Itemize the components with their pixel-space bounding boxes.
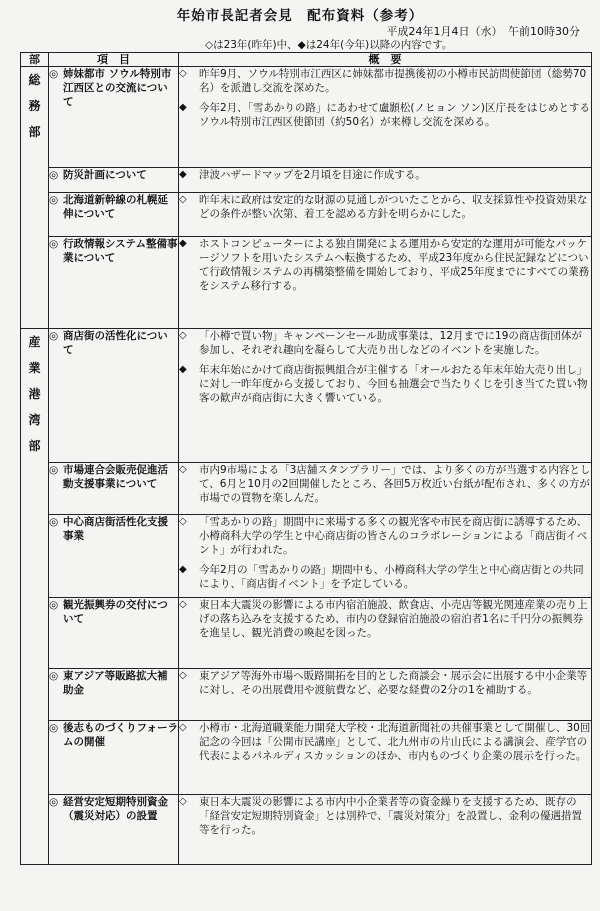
item-cell — [49, 669, 179, 721]
summary-cell — [179, 168, 592, 193]
summary-cell — [179, 193, 592, 237]
bullet-mark: ◎ — [49, 194, 59, 206]
bullet-mark: ◎ — [49, 238, 59, 250]
item-cell — [49, 193, 179, 237]
table-row — [21, 168, 592, 193]
summary-cell — [179, 721, 592, 795]
table-row — [21, 515, 592, 598]
summary-text: 昨年末に政府は安定的な財源の見通しがついたことから、収支採算性や投資効果などの条件が整い次第、着工を認める方針を明らかにした。 — [199, 194, 588, 220]
summary-paragraph — [179, 67, 591, 95]
summary-cell — [179, 515, 592, 598]
table-row — [21, 463, 592, 515]
table-row — [21, 329, 592, 463]
page-title: 年始市長記者会見 配布資料（参考） — [176, 8, 424, 24]
summary-paragraph — [179, 515, 591, 557]
summary-text: 昨年9月、ソウル特別市江西区に姉妹都市提携後初の小樽市民訪問使節団（総勢70名）を派遣し交流を深めた。 — [199, 68, 587, 94]
bullet-mark: ◎ — [49, 169, 59, 181]
summary-paragraph — [179, 101, 591, 129]
period-symbol: ◇ — [179, 194, 187, 205]
summary-text: 今年2月、「雪あかりの路」にあわせて盧顥松(ノヒョン ソン)区庁長をはじめとするソウル特別市江西区使節団（約50名）が来樽し交流を深める。 — [199, 102, 590, 128]
summary-text: 「雪あかりの路」期間中に来場する多くの観光客や市民を商店街に誘導するため、小樽商科大学の学生と中心商店街の皆さんのコラボレーションによる「商店街イベント」が行われた。 — [199, 516, 588, 556]
item-cell — [49, 168, 179, 193]
summary-cell — [179, 795, 592, 865]
item-label: 防災計画について — [63, 169, 147, 181]
department-char: 湾 — [28, 413, 41, 427]
department-cell — [21, 67, 49, 329]
item-cell — [49, 598, 179, 669]
summary-text: 小樽市・北海道職業能力開発大学校・北海道新聞社の共催事業として開催し、30回記念の今回は「公開市民講座」として、北九州市の片山氏による講演会、産学官の代表によるパネルディスカッションのほか、市内ものづくり企業の展示を行った。 — [199, 722, 591, 762]
briefing-table — [20, 52, 592, 865]
summary-cell — [179, 329, 592, 463]
summary-cell — [179, 237, 592, 329]
item-label: 経営安定短期特別資金（震災対応）の設置 — [63, 796, 168, 822]
department-char: 港 — [28, 387, 41, 401]
summary-paragraph — [179, 598, 591, 640]
item-cell — [49, 795, 179, 865]
bullet-mark: ◎ — [49, 599, 59, 611]
summary-cell — [179, 67, 592, 168]
summary-text: 市内9市場による「3店舗スタンプラリー」では、より多くの方が当選する内容として、6月と10月の2回開催したところ、各回5万枚近い台紙が配布され、多くの方が市場での買物を楽しんだ。 — [199, 464, 591, 504]
period-symbol: ◇ — [179, 516, 187, 527]
bullet-mark: ◎ — [49, 68, 59, 80]
summary-text: 東日本大震災の影響による市内宿泊施設、飲食店、小売店等観光関連産業の売り上げの落ち込みを支援するため、市内の登録宿泊施設の宿泊者1名に千円分の振興券を進呈し、観光消費の喚起を図った。 — [199, 599, 588, 639]
column-header-item: 項 目 — [49, 53, 179, 67]
period-symbol: ◇ — [179, 722, 187, 733]
table-row — [21, 193, 592, 237]
period-symbol: ◆ — [179, 238, 187, 249]
item-label: 東アジア等販路拡大補助金 — [63, 670, 168, 696]
item-cell — [49, 67, 179, 168]
table-row — [21, 598, 592, 669]
period-symbol: ◇ — [179, 796, 187, 807]
department-char: 部 — [28, 439, 41, 453]
summary-text: 年末年始にかけて商店街振興組合が主催する「オールおたる年末年始大売り出し」に対し一昨年度から支援しており、今回も抽選会で当たりくじを引き当てた買い物客の歓声が商店街に大きく響いている。 — [199, 364, 588, 404]
summary-text: ホストコンピューターによる独自開発による運用から安定的な運用が可能なパッケージソフトを用いたシステムへ転換するため、平成23年度から住民記録などについて行政情報システムの再構築整備を開始しており、平成25年度までにすべての業務をシステム移行する。 — [199, 238, 590, 292]
period-symbol: ◇ — [179, 68, 187, 79]
table-row — [21, 795, 592, 865]
department-char: 部 — [28, 125, 41, 139]
department-char: 務 — [28, 99, 41, 113]
table-row — [21, 67, 592, 168]
table-header-row — [21, 53, 592, 67]
department-cell — [21, 329, 49, 865]
bullet-mark: ◎ — [49, 330, 59, 342]
summary-paragraph — [179, 563, 591, 591]
summary-paragraph — [179, 168, 591, 182]
summary-paragraph — [179, 193, 591, 221]
summary-paragraph — [179, 237, 591, 293]
table-row — [21, 721, 592, 795]
period-symbol: ◇ — [179, 599, 187, 610]
summary-paragraph — [179, 795, 591, 837]
summary-text: 東日本大震災の影響による市内中小企業者等の資金繰りを支援するため、既存の「経営安定短期特別資金」とは別枠で、「震災対策分」を設置し、金利の優遇措置等を行った。 — [199, 796, 583, 836]
bullet-mark: ◎ — [49, 464, 59, 476]
item-label: 中心商店街活性化支援事業 — [63, 516, 168, 542]
summary-text: 津波ハザードマップを2月頃を目途に作成する。 — [199, 169, 426, 181]
summary-paragraph — [179, 721, 591, 763]
item-cell — [49, 329, 179, 463]
summary-paragraph — [179, 329, 591, 357]
column-header-summary: 概 要 — [179, 53, 592, 67]
period-symbol: ◆ — [179, 364, 187, 375]
summary-cell — [179, 598, 592, 669]
bullet-mark: ◎ — [49, 670, 59, 682]
date-time: 平成24年1月4日（水） 午前10時30分 — [386, 25, 580, 38]
item-label: 観光振興券の交付について — [63, 599, 168, 625]
summary-text: 東アジア等海外市場へ販路開拓を目的とした商談会・展示会に出展する中小企業等に対し、その出展費用や渡航費など、必要な経費の2分の1を補助する。 — [199, 670, 588, 696]
item-label: 市場連合会販売促進活動支援事業について — [63, 464, 168, 490]
item-cell — [49, 237, 179, 329]
item-cell — [49, 463, 179, 515]
bullet-mark: ◎ — [49, 516, 59, 528]
period-symbol: ◆ — [179, 102, 187, 113]
item-label: 商店街の活性化について — [63, 330, 168, 356]
period-symbol: ◇ — [179, 670, 187, 681]
item-label: 行政情報システム整備事業について — [63, 238, 178, 264]
bullet-mark: ◎ — [49, 796, 59, 808]
period-symbol: ◇ — [179, 464, 187, 475]
legend-note: ◇は23年(昨年)中、◆は24年(今年)以降の内容です。 — [205, 39, 453, 51]
summary-text: 「小樽で買い物」キャンペーンセール助成事業は、12月までに19の商店街団体が参加し、それぞれ趣向を凝らして大売り出しなどのイベントを実施した。 — [199, 330, 582, 356]
summary-text: 今年2月の「雪あかりの路」期間中も、小樽商科大学の学生と中心商店街との共同により、「商店街イベント」を予定している。 — [199, 564, 584, 590]
table-row — [21, 237, 592, 329]
item-label: 北海道新幹線の札幌延伸について — [63, 194, 168, 220]
period-symbol: ◆ — [179, 169, 187, 180]
summary-paragraph — [179, 463, 591, 505]
item-cell — [49, 515, 179, 598]
item-cell — [49, 721, 179, 795]
summary-cell — [179, 463, 592, 515]
item-label: 姉妹都市 ソウル特別市江西区との交流について — [63, 68, 172, 108]
bullet-mark: ◎ — [49, 722, 59, 734]
summary-paragraph — [179, 669, 591, 697]
table-row — [21, 669, 592, 721]
summary-cell — [179, 669, 592, 721]
period-symbol: ◆ — [179, 564, 187, 575]
department-char: 産 — [28, 335, 41, 349]
column-header-dept: 部 — [21, 53, 49, 67]
period-symbol: ◇ — [179, 330, 187, 341]
department-char: 総 — [28, 73, 41, 87]
item-label: 後志ものづくりフォーラムの開催 — [63, 722, 178, 748]
summary-paragraph — [179, 363, 591, 405]
department-char: 業 — [28, 361, 41, 375]
